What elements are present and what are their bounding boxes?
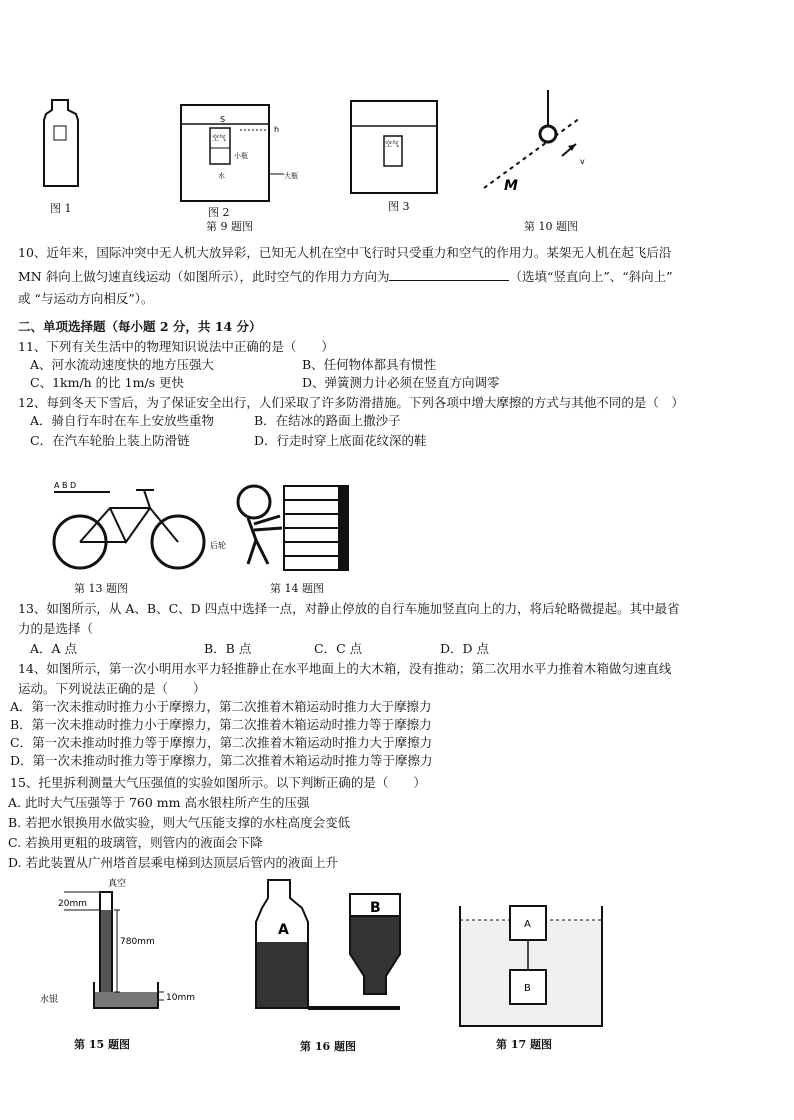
fig15-top-label: 20mm <box>58 899 87 909</box>
q11-option-d[interactable]: D、弹簧测力计必须在竖直方向调零 <box>302 375 500 390</box>
fig13-points-label: A B D <box>54 481 77 490</box>
section2-title: 二、单项选择题（每小题 2 分，共 14 分） <box>18 319 262 334</box>
fig9-label-trough: 大瓶 <box>284 172 298 180</box>
fig10-label-v: v <box>580 157 585 166</box>
fig17-caption: 第 17 题图 <box>496 1038 552 1051</box>
q12-option-c[interactable]: C．在汽车轮胎上装上防滑链 <box>30 433 190 448</box>
fig9-image3-caption: 图 3 <box>388 200 410 213</box>
fig15-bottom-label: 10mm <box>166 993 195 1003</box>
q11-option-a[interactable]: A、河水流动速度快的地方压强大 <box>30 357 215 372</box>
fig15-mercury-label: 水银 <box>40 995 59 1005</box>
fig14-caption: 第 14 题图 <box>270 582 324 595</box>
q14-option-d[interactable]: D．第一次未推动时推力等于摩擦力，第二次推着木箱运动时推力等于摩擦力 <box>10 753 433 768</box>
fig9-label-h: h <box>274 125 280 134</box>
q14-line2: 运动。下列说法正确的是（ ） <box>18 681 206 696</box>
fig9-image1-bottle <box>38 96 88 196</box>
q10-line1: 10、近年来，国际冲突中无人机大放异彩，已知无人机在空中飞行时只受重力和空气的作用力。某架无人机在起飞后沿 <box>18 245 672 260</box>
q10-line3: 或 “与运动方向相反”）。 <box>18 291 154 306</box>
fig15-torricelli-diagram <box>40 876 220 1026</box>
fig15-vacuum-label: 真空 <box>108 879 127 889</box>
q13-option-b[interactable]: B．B 点 <box>204 641 252 656</box>
fig16-bottles-diagram <box>250 876 420 1022</box>
q11-option-c[interactable]: C、1km/h 的比 1m/s 更快 <box>30 375 185 390</box>
q12-option-a[interactable]: A．骑自行车时在车上安放些重物 <box>30 413 215 428</box>
fig16-caption: 第 16 题图 <box>300 1040 356 1053</box>
fig10-label-m: M <box>504 178 518 194</box>
fig9-image2-caption: 图 2 <box>208 206 230 219</box>
fig9-image3-label-air: 空气 <box>385 140 399 148</box>
fig17-blocks-diagram <box>456 900 606 1030</box>
fig10-drone-diagram <box>470 90 600 200</box>
fig16-label-a: A <box>278 922 289 938</box>
q12-stem: 12、每到冬天下雪后，为了保证安全出行，人们采取了许多防滑措施。下列各项中增大摩擦的方式与其他不同的是（ ） <box>18 395 684 410</box>
q13-option-c[interactable]: C．C 点 <box>314 641 363 656</box>
q13-line2: 力的是选择（ <box>18 621 94 636</box>
q13-option-a[interactable]: A．A 点 <box>30 641 78 656</box>
q15-option-d[interactable]: D. 若此装置从广州塔首层乘电梯到达顶层后管内的液面上升 <box>8 855 339 870</box>
fig14-push-box-diagram <box>228 478 358 578</box>
fig9-label-air: 空气 <box>212 134 226 142</box>
fig17-label-b: B <box>524 983 531 994</box>
fig9-image3-diagram <box>350 100 440 196</box>
q14-option-a[interactable]: A．第一次未推动时推力小于摩擦力，第二次推着木箱运动时推力大于摩擦力 <box>10 699 432 714</box>
q10-answer-blank[interactable] <box>389 268 509 281</box>
fig9-label-s: S <box>220 115 226 124</box>
fig13-caption: 第 13 题图 <box>74 582 128 595</box>
q10-line2 <box>18 268 673 286</box>
q11-stem: 11、下列有关生活中的物理知识说法中正确的是（ ） <box>18 339 334 354</box>
q14-option-b[interactable]: B．第一次未推动时推力小于摩擦力，第二次推着木箱运动时推力等于摩擦力 <box>10 717 432 732</box>
q15-option-a[interactable]: A. 此时大气压强等于 760 mm 高水银柱所产生的压强 <box>8 795 310 810</box>
q12-option-b[interactable]: B．在结冰的路面上撒沙子 <box>254 413 401 428</box>
fig9-label-water: 水 <box>218 172 225 180</box>
fig15-mid-label: 780mm <box>120 937 155 947</box>
fig9-image2-diagram <box>180 104 300 204</box>
fig15-caption: 第 15 题图 <box>74 1038 130 1051</box>
q15-stem: 15、托里拆利测量大气压强值的实验如图所示。以下判断正确的是（ ） <box>10 775 426 790</box>
q15-option-b[interactable]: B. 若把水银换用水做实验，则大气压能支撑的水柱高度会变低 <box>8 815 351 830</box>
q15-option-c[interactable]: C. 若换用更粗的玻璃管，则管内的液面会下降 <box>8 835 263 850</box>
fig9-caption: 第 9 题图 <box>206 220 253 233</box>
fig13-rear-wheel-label: 后轮 <box>210 541 226 550</box>
q10-line2-text: MN 斜向上做匀速直线运动（如图所示），此时空气的作用力方向为 <box>18 269 390 284</box>
q14-line1: 14、如图所示，第一次小明用水平力轻推静止在水平地面上的大木箱，没有推动；第二次用水平力推着木箱做匀速直线 <box>18 661 672 676</box>
fig17-label-a: A <box>524 919 531 930</box>
q13-line1: 13、如图所示，从 A、B、C、D 四点中选择一点，对静止停放的自行车施加竖直向上的力，将后轮略微提起。其中最省 <box>18 601 680 616</box>
q10-line2-options: （选填“竖直向上”、“斜向上” <box>509 269 673 284</box>
q12-option-d[interactable]: D．行走时穿上底面花纹深的鞋 <box>254 433 427 448</box>
fig16-label-b: B <box>370 900 381 916</box>
fig10-caption: 第 10 题图 <box>524 220 578 233</box>
q14-option-c[interactable]: C．第一次未推动时推力等于摩擦力，第二次推着木箱运动时推力大于摩擦力 <box>10 735 433 750</box>
fig9-image1-caption: 图 1 <box>50 202 72 215</box>
fig9-label-bottle: 小瓶 <box>234 152 248 160</box>
q11-option-b[interactable]: B、任何物体都具有惯性 <box>302 357 437 372</box>
fig13-bicycle-diagram <box>40 478 226 578</box>
q13-option-d[interactable]: D．D 点 <box>440 641 490 656</box>
